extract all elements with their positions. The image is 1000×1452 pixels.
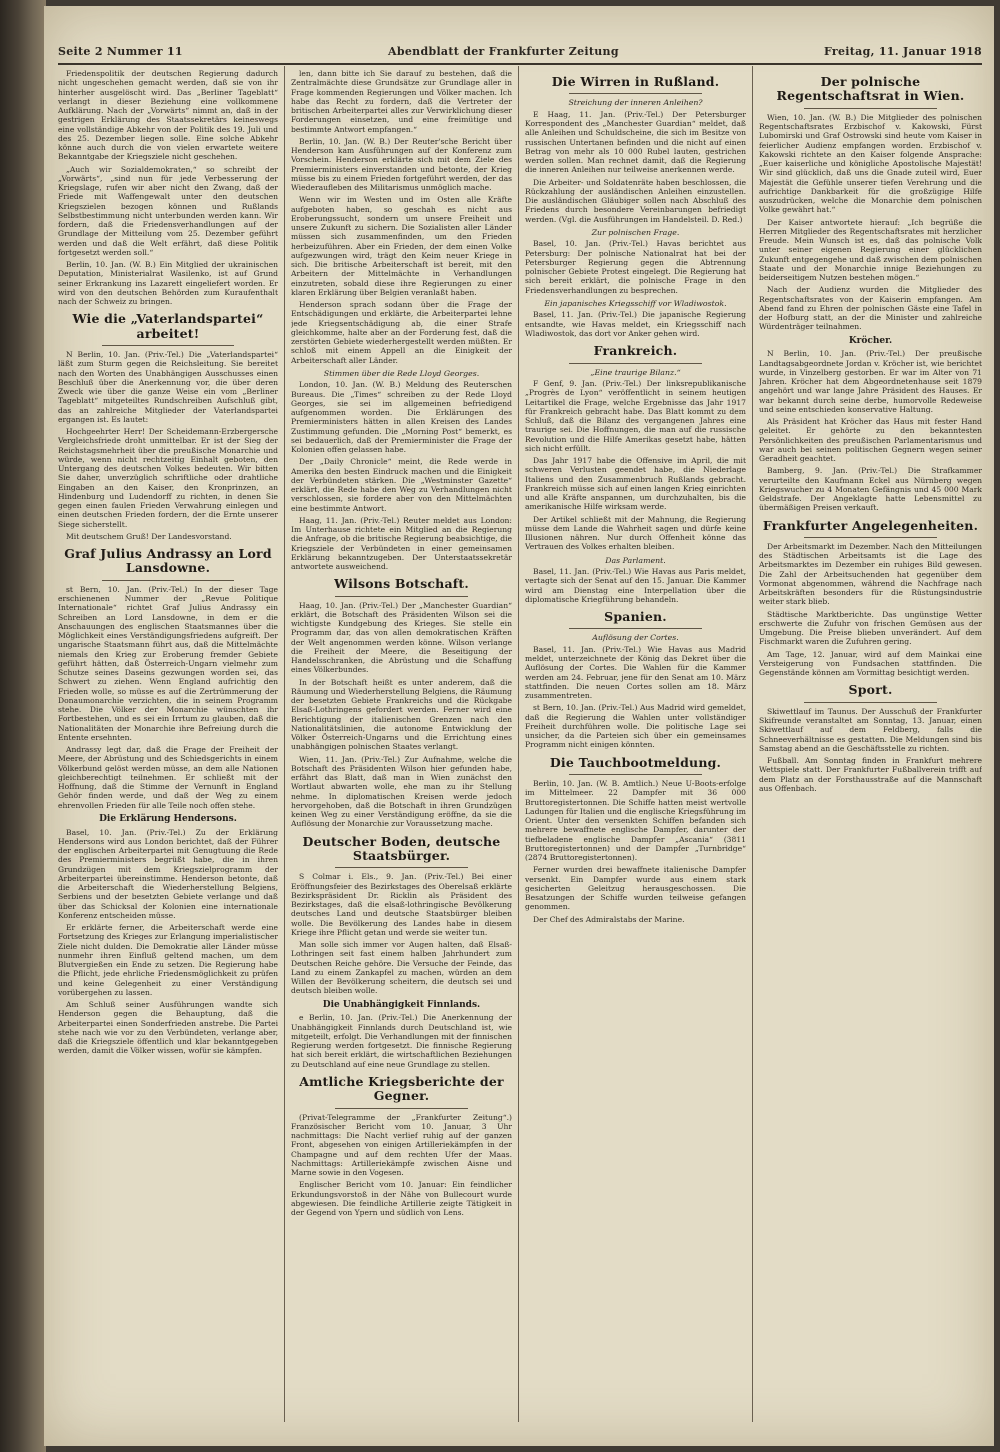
headline-rule xyxy=(335,1108,468,1109)
column-divider xyxy=(752,66,753,1422)
article-paragraph: „Auch wir Sozialdemokraten,“ so schreibt der „Vorwärts“, „sind nun für jede Verbesserung der Kriegslage, rufen wir aber nicht den Zwang, daß der Friede mit Waffengewalt unter den deutschen Kriegszielen bezogen können und Rußlands Selbstbestimmung nicht unterbunden werden kann. Wir fordern, daß die Friedensverhandlungen auf der Grundlage der Mitteilung vom 25. Dezember geführt werden und daß die Welt erfährt, daß diese Politik fortgesetzt werden soll.“ xyxy=(58,164,278,257)
headline-rule xyxy=(804,702,938,703)
article-paragraph: Wien, 10. Jan. (W. B.) Die Mitglieder des polnischen Regentschaftsrates Erzbischof v. Kakowski, Fürst Lubomirski und Graf Ostrowski sind heute vom Kaiser in feierlicher Audienz empfangen worden. Erzbischof v. Kakowski richtete an den Kaiser folgende Ansprache: „Euer kaiserliche und königliche Apostolische Majestät! Wir sind glücklich, daß uns die Gnade zuteil wird, Euer Majestät die Gefühle unserer tiefen Verehrung und die aufrichtige Dankbarkeit für die großzügige Hilfe auszudrücken, welche die Monarchie dem polnischen Volke gewährt hat.“ xyxy=(759,112,982,215)
column-divider xyxy=(518,66,519,1422)
article-paragraph: Am Schluß seiner Ausführungen wandte sich Henderson gegen die Behauptung, daß die Arbeiterpartei einen Sonderfrieden anstrebe. Die Partei stehe nach wie vor zu den Verbündeten, verlange aber, daß die Kriegsziele öffentlich und klar bekanntgegeben werden, damit die Völker wissen, wofür sie kämpfen. xyxy=(58,1000,278,1056)
sub-heading: Auflösung der Cortes. xyxy=(592,633,679,643)
article-paragraph: Ferner wurden drei bewaffnete italienische Dampfer versenkt. Ein Dampfer wurde aus einem stark gesicherten Geleitzug herausgeschossen. Die Besatzungen der Schiffe wurden teilweise gefangen genommen. xyxy=(525,865,746,912)
sub-heading: „Eine traurige Bilanz.“ xyxy=(590,367,681,377)
article-paragraph: Basel, 10. Jan. (Priv.-Tel.) Havas berichtet aus Petersburg: Der polnische Nationalrat hat bei der Petersburger Regierung gegen die Abtrennung polnischer Gebiete Protest eingelegt. Die Regierung hat sich bereit erklärt, die polnische Frage in den Friedensverhandlungen zu besprechen. xyxy=(525,239,746,295)
headline-rule xyxy=(804,108,938,109)
newspaper-title: Abendblatt der Frankfurter Zeitung xyxy=(388,44,619,58)
article-paragraph: len, dann bitte ich Sie darauf zu bestehen, daß die Zentralmächte diese Grundsätze zur Grundlage aller in Frage kommenden Regierungen und Völker machen. Ich habe das Recht zu fordern, daß die Vertreter der britischen Arbeiterpartei alles zur Verwirklichung dieser Forderungen einsetzen, und eine freimütige und bestimmte Antwort empfangen.“ xyxy=(291,69,512,134)
page-number-label: Seite 2 Nummer 11 xyxy=(58,44,183,58)
article-paragraph: In der Botschaft heißt es unter anderem, daß die Räumung und Wiederherstellung Belgiens, die Räumung der besetzten Gebiete Frankreichs und die Rückgabe Elsaß-Lothringens gefordert werden. Ferner wird eine Berichtigung der italienischen Grenzen nach den Nationalitätslinien, die autonome Entwicklung der Völker Österreich-Ungarns und die Errichtung eines unabhängigen polnischen Staates verlangt. xyxy=(291,677,512,752)
article-paragraph: N Berlin, 10. Jan. (Priv.-Tel.) Die „Vaterlandspartei“ läßt zum Sturm gegen die Reichsleitung. Sie bereitet nach den Worten des Unabhängigen Ausschusses einen Beschluß über die Anerkennung vor, die über deren Zweck wie über die ganze Weise ein vom „Berliner Tageblatt“ mitgeteiltes Rundschreiben Aufschluß gibt, das an zahlreiche Mitglieder der Vaterlandspartei ergangen ist. Es lautet: xyxy=(58,350,278,424)
article-paragraph: Friedenspolitik der deutschen Regierung dadurch nicht ungeschehen gemacht werden, daß sie von ihr hinterher ausgelöscht wird. Das „Berliner Tageblatt“ verlangt in dieser Beziehung eine vollkommene Aufklärung. Nach der „Vorwärts“ nimmt an, daß in der gestrigen Erklärung des Staatssekretärs keineswegs eine vollständige Abkehr von der Politik des 19. Juli und des 25. Dezember liegen solle. Eine solche Abkehr könne auch durch die von vielen erwartete weitere Bekanntgabe der Kriegsziele nicht geschehen. xyxy=(58,69,278,162)
article-paragraph: S Colmar i. Els., 9. Jan. (Priv.-Tel.) Bei einer Eröffnungsfeier des Bezirkstages des Oberelsaß erklärte Bezirkspräsident Dr. Ricklin als Präsident des Bezirkstages, daß die elsaß-lothringische Bevölkerung deutsches Land und deutsche Staatsbürger bleiben wolle. Die Bevölkerung des Landes habe in diesem Kriege ihre Pflicht getan und werde sie weiter tun. xyxy=(291,872,512,937)
article-headline: Die Tauchbootmeldung. xyxy=(549,754,722,770)
book-binding xyxy=(0,0,46,1452)
sub-heading: Stimmen über die Rede Lloyd Georges. xyxy=(323,368,480,378)
article-paragraph: st Bern, 10. Jan. (Priv.-Tel.) Aus Madrid wird gemeldet, daß die Regierung die Wahlen unter vollständiger Freiheit durchführen wolle. Die politische Lage sei unsicher, da die Parteien sich über ein gemeinsames Programm nicht einigen könnten. xyxy=(525,703,746,750)
article-paragraph: Fußball. Am Sonntag finden in Frankfurt mehrere Wettspiele statt. Der Frankfurter Fußballverein trifft auf dem Platz an der Forsthausstraße auf die Mannschaft aus Offenbach. xyxy=(759,756,982,793)
article-paragraph: Am Tage, 12. Januar, wird auf dem Mainkai eine Versteigerung von Fundsachen stattfinden. Die Gegenstände können am Vormittag besichtigt werden. xyxy=(759,649,982,678)
article-paragraph: e Berlin, 10. Jan. (Priv.-Tel.) Die Anerkennung der Unabhängigkeit Finnlands durch Deutschland ist, wie mitgeteilt, erfolgt. Die Verhandlungen mit der finnischen Regierung werden fortgesetzt. Die finnische Regierung hat sich bereit erklärt, die wirtschaftlichen Beziehungen zu Deutschland auf eine neue Grundlage zu stellen. xyxy=(291,1013,512,1069)
article-headline: Der polnische Regentschaftsrat in Wien. xyxy=(776,74,965,104)
article-paragraph: Basel, 11. Jan. (Priv.-Tel.) Wie Havas aus Paris meldet, vertagte sich der Senat auf den 15. Januar. Die Kammer wird am Dienstag eine Interpellation über die diplomatische Kriegführung behandeln. xyxy=(525,567,746,604)
headline-rule xyxy=(569,774,702,775)
newspaper-page xyxy=(44,6,994,1446)
article-paragraph: E Haag, 11. Jan. (Priv.-Tel.) Der Petersburger Korrespondent des „Manchester Guardian“ meldet, daß alle Anleihen und Schuldscheine, die sich im Besitze von russischen Untertanen befinden und die nicht auf einen Betrag von mehr als 10 000 Rubel lauten, gestrichen werden sollen. Man rechnet damit, daß die Regierung die inneren Anleihen nur teilweise anerkennen werde. xyxy=(525,109,746,175)
article-headline: Amtliche Kriegsberichte der Gegner. xyxy=(299,1073,504,1104)
header-rule xyxy=(58,63,982,65)
article-headline: Wie die „Vaterlandspartei“ arbeitet! xyxy=(72,311,264,341)
article-paragraph: Basel, 11. Jan. (Priv.-Tel.) Wie Havas aus Madrid meldet, unterzeichnete der König das Dekret über die Auflösung der Cortes. Die Wahlen für die Kammer werden am 24. Februar, jene für den Senat am 10. März stattfinden. Die neuen Cortes sollen am 18. März zusammentreten. xyxy=(525,644,746,701)
article-paragraph: Nach der Audienz wurden die Mitglieder des Regentschaftsrates von der Kaiserin empfangen. Am Abend fand zu Ehren der polnischen Gäste eine Tafel in der Hofburg statt, an der die Minister und zahlreiche Würdenträger teilnahmen. xyxy=(759,285,982,332)
article-paragraph: Henderson sprach sodann über die Frage der Entschädigungen und erklärte, die Arbeiterpartei lehne jede Kriegsentschädigung ab, die einer Strafe gleichkomme, halte aber an der Forderung fest, daß die zerstörten Gebiete wiederhergestellt werden müßten. Er schloß mit einem Appell an die Einigkeit der Arbeiterschaft aller Länder. xyxy=(291,300,512,365)
page-header xyxy=(58,40,982,62)
article-paragraph: Basel, 11. Jan. (Priv.-Tel.) Die japanische Regierung entsandte, wie Havas meldet, ein Kriegsschiff nach Wladiwostok, das dort vor Anker gehen wird. xyxy=(525,310,746,338)
section-heading: Kröcher. xyxy=(848,335,893,346)
sub-heading: Streichung der inneren Anleihen? xyxy=(568,98,703,108)
article-headline: Wilsons Botschaft. xyxy=(334,576,469,592)
article-paragraph: Bamberg, 9. Jan. (Priv.-Tel.) Die Strafkammer verurteilte den Kaufmann Eckel aus Nürnberg wegen Kriegswucher zu 4 Monaten Gefängnis und 45 000 Mark Geldstrafe. Der Angeklagte hatte Lebensmittel zu übermäßigen Preisen verkauft. xyxy=(759,466,982,513)
article-paragraph: Städtische Marktberichte. Das ungünstige Wetter erschwerte die Zufuhr von frischen Gemüsen aus der Umgebung. Die Preise blieben unverändert. Auf dem Fischmarkt waren die Zufuhren gering. xyxy=(759,609,982,647)
article-paragraph: st Bern, 10. Jan. (Priv.-Tel.) In der dieser Tage erschienenen Nummer der „Revue Politique Internationale“ richtet Graf Julius Andrassy ein Schreiben an Lord Lansdowne, in dem er die Anschauungen des englischen Staatsmannes über die Möglichkeit eines Verständigungsfriedens aufgreift. Der ungarische Staatsmann führt aus, daß die Mittelmächte niemals den Krieg zur Eroberung fremder Gebiete geführt hätten, daß Österreich-Ungarn vielmehr zum Schutze seines Daseins gezwungen worden sei, das Schwert zu ziehen. Wenn England aufrichtig den Frieden wolle, so müsse es auf die Zertrümmerung der Donaumonarchie verzichten, die in seinem Programm stehe. Die Völker der Monarchie wünschten ihr Fortbestehen, und es sei ein Irrtum zu glauben, daß die Nationalitäten der Monarchie ihre Befreiung durch die Entente ersehnten. xyxy=(58,584,278,742)
article-paragraph: Man solle sich immer vor Augen halten, daß Elsaß-Lothringen seit fast einem halben Jahrhundert zum Deutschen Reiche gehöre. Die Versuche der Feinde, das Land zu einem Zankapfel zu machen, würden an dem Willen der Bevölkerung scheitern, die deutsch sei und deutsch bleiben wolle. xyxy=(291,940,512,996)
article-paragraph: Andrassy legt dar, daß die Frage der Freiheit der Meere, der Abrüstung und des Schiedsgerichts in einem Völkerbund gelöst werden müsse, an dem alle Nationen gleichberechtigt teilnehmen. Er schließt mit der Hoffnung, daß die Stimme der Vernunft in England Gehör finden werde, und daß der Weg zu einem ehrenvollen Frieden für alle Teile noch offen stehe. xyxy=(58,745,278,810)
sub-heading: Das Parlament. xyxy=(605,555,666,565)
article-paragraph: Der Chef des Admiralstabs der Marine. xyxy=(533,914,685,924)
article-paragraph: Berlin, 10. Jan. (W. B.) Der Reuter'sche Bericht über Henderson kam Ausführungen auf der Konferenz zum Vorschein. Henderson erklärte sich mit dem Ziele des Premierministers einverstanden und betonte, der Krieg müsse bis zu einem Frieden fortgeführt werden, der das Wiederaufleben des Militarismus unmöglich mache. xyxy=(291,136,512,192)
article-paragraph: F Genf, 9. Jan. (Priv.-Tel.) Der linksrepublikanische „Progrès de Lyon“ veröffentlicht in seinem heutigen Leitartikel die Frage, welche Ergebnisse das Jahr 1917 für Frankreich gebracht habe. Das Blatt kommt zu dem Schluß, daß die Bilanz des vergangenen Jahres eine traurige sei. Die Hoffnungen, die man auf die russische Revolution und die Hilfe Amerikas gesetzt habe, hätten sich nicht erfüllt. xyxy=(525,379,746,453)
article-paragraph: (Privat-Telegramme der „Frankfurter Zeitung“.) Französischer Bericht vom 10. Januar, 3 Uhr nachmittags: Die Nacht verlief ruhig auf der ganzen Front, abgesehen von einigen Artilleriekämpfen in der Champagne und auf dem rechten Ufer der Maas. Nachmittags: Artilleriekämpfe zwischen Aisne und Marne sowie in den Vogesen. xyxy=(291,1112,512,1178)
headline-rule xyxy=(335,867,468,868)
article-paragraph: Basel, 10. Jan. (Priv.-Tel.) Zu der Erklärung Hendersons wird aus London berichtet, daß der Führer der englischen Arbeiterpartei mit Genugtuung die Rede des Premierministers begrüßt habe, die in ihren Grundzügen mit dem Kriegszielprogramm der Arbeiterpartei übereinstimme. Henderson betonte, daß die Arbeiterschaft die Wiederherstellung Belgiens, Serbiens und der besetzten Gebiete verlange und daß über das Schicksal der Kolonien eine internationale Konferenz entscheiden müsse. xyxy=(58,827,278,920)
article-headline: Graf Julius Andrassy an Lord Lansdowne. xyxy=(64,546,272,576)
article-paragraph: Als Präsident hat Kröcher das Haus mit fester Hand geleitet. Er gehörte zu den bekanntesten Persönlichkeiten des preußischen Parlamentarismus und war auch bei seinen politischen Gegnern wegen seiner Geradheit geachtet. xyxy=(759,417,982,464)
sub-heading: Zur polnischen Frage. xyxy=(591,227,680,237)
article-paragraph: Skiwettlauf im Taunus. Der Ausschuß der Frankfurter Skifreunde veranstaltet am Sonntag, 13. Januar, einen Skiwettlauf auf dem Feldberg, falls die Schneeverhältnisse es gestatten. Die Meldungen sind bis Samstag abend an die Geschäftsstelle zu richten. xyxy=(759,706,982,753)
article-headline: Frankfurter Angelegenheiten. xyxy=(762,517,979,533)
article-paragraph: Die Arbeiter- und Soldatenräte haben beschlossen, die Rückzahlung der ausländischen Anleihen einzustellen. Die ausländischen Gläubiger sollen nach Abschluß des Friedens durch besondere Vereinbarungen befriedigt werden. (Vgl. die Ausführungen im Handelsteil. D. Red.) xyxy=(525,177,746,224)
article-paragraph: Haag, 10. Jan. (Priv.-Tel.) Der „Manchester Guardian“ erklärt, die Botschaft des Präsidenten Wilson sei die wichtigste Kundgebung des Krieges. Sie stelle ein Programm dar, das von allen demokratischen Kräften der Welt angenommen werden könne. Wilson verlange die Freiheit der Meere, die Beseitigung der Handelsschranken, die Abrüstung und die Schaffung eines Völkerbundes. xyxy=(291,600,512,675)
article-paragraph: Berlin, 10. Jan. (W. B. Amtlich.) Neue U-Boots-erfolge im Mittelmeer. 22 Dampfer mit 36 000 Bruttoregistertonnen. Die Schiffe hatten meist wertvolle Ladungen für Italien und die englische Kriegsführung im Orient. Unter den versenkten Schiffen befanden sich mehrere bewaffnete englische Dampfer, darunter der tiefbeladene englische Dampfer „Ascania“ (3811 Bruttoregistertonnen) und der Dampfer „Turnbridge“ (2874 Bruttoregistertonnen). xyxy=(525,779,746,862)
article-column-3 xyxy=(525,69,746,1426)
column-divider xyxy=(284,66,285,1422)
headline-rule xyxy=(569,93,702,94)
article-paragraph: Das Jahr 1917 habe die Offensive im April, die mit schweren Verlusten geendet habe, die Niederlage Italiens und den Zusammenbruch Rußlands gebracht. Frankreich müsse sich auf einen langen Krieg einrichten und alle Kräfte anspannen, um durchzuhalten, bis die amerikanische Hilfe wirksam werde. xyxy=(525,456,746,512)
headline-rule xyxy=(102,345,234,346)
article-paragraph: Der „Daily Chronicle“ meint, die Rede werde in Amerika den besten Eindruck machen und die Einigkeit der Verbündeten stärken. Die „Westminster Gazette“ erklärt, die Rede habe den Weg zu Verhandlungen nicht verschlossen, sie fordere aber von den Mittelmächten eine bestimmte Antwort. xyxy=(291,457,512,513)
article-paragraph: Er erklärte ferner, die Arbeiterschaft werde eine Fortsetzung des Krieges zur Erlangung imperialistischer Ziele nicht dulden. Die Demokratie aller Länder müsse nunmehr ihren Einfluß geltend machen, um dem Blutvergießen ein Ende zu setzen. Die Regierung habe die Pflicht, jede ehrliche Friedensmöglichkeit zu prüfen und keine Gelegenheit zu einer Verständigung vorübergehen zu lassen. xyxy=(58,923,278,997)
article-paragraph: Wenn wir im Westen und im Osten alle Kräfte aufgeboten haben, so geschah es nicht aus Eroberungssucht, sondern um unsere Freiheit und unsere Zukunft zu sichern. Die Sozialisten aller Länder müssen sich zusammenfinden, um den Frieden herbeizuführen. Aber ein Frieden, der dem einen Volke aufgezwungen wird, trägt den Keim neuer Kriege in sich. Die britische Arbeiterschaft ist bereit, mit den Arbeitern der Mittelmächte in Verhandlungen einzutreten, sobald diese ihre Regierungen zu einer klaren Erklärung über Belgien veranlaßt haben. xyxy=(291,195,512,297)
article-paragraph: Der Kaiser antwortete hierauf: „Ich begrüße die Herren Mitglieder des Regentschaftsrates mit herzlicher Freude. Mein Wunsch ist es, daß das polnische Volk unter seiner eigenen Regierung einer glücklichen Zukunft entgegengehe und daß zwischen dem polnischen Staate und der Monarchie innige Beziehungen zu beiderseitigem Nutzen bestehen mögen.“ xyxy=(759,217,982,282)
article-paragraph: Der Arbeitsmarkt im Dezember. Nach den Mitteilungen des Städtischen Arbeitsamts ist die Lage des Arbeitsmarktes im Dezember ein ruhiges Bild gewesen. Die Zahl der Arbeitsuchenden hat gegenüber dem Vormonat abgenommen, während die Nachfrage nach Arbeitskräften besonders für die Rüstungsindustrie weiter stark blieb. xyxy=(759,541,982,607)
article-headline: Sport. xyxy=(848,682,893,698)
article-headline: Frankreich. xyxy=(593,343,678,359)
article-column-1 xyxy=(58,69,278,1426)
headline-rule xyxy=(804,537,938,538)
headline-rule xyxy=(102,580,234,581)
article-column-2 xyxy=(291,69,512,1426)
sub-heading: Ein japanisches Kriegsschiff vor Wladiwostok. xyxy=(544,298,727,308)
article-paragraph: Hochgeehrter Herr! Der Scheidemann-Erzbergersche Vergleichsfriede droht unmittelbar. Er ist der Sieg der Reichstagsmehrheit über die preußische Monarchie und würde, wenn nicht rechtzeitig Einhalt geboten, den Untergang des deutschen Volkes bedeuten. Wir bitten Sie daher, unverzüglich schriftliche oder drahtliche Eingaben an den Kaiser, den Kronprinzen, an Hindenburg und Ludendorff zu richten, in denen Sie gegen einen faulen Frieden Verwahrung einlegen und einen deutschen Frieden fordern, der die Ernte unserer Siege sicherstellt. xyxy=(58,427,278,529)
headline-rule xyxy=(335,596,468,597)
article-paragraph: Mit deutschem Gruß! Der Landesvorstand. xyxy=(66,531,232,541)
article-paragraph: Haag, 11. Jan. (Priv.-Tel.) Reuter meldet aus London: Im Unterhause richtete ein Mitglied an die Regierung die Anfrage, ob die britische Regierung beabsichtige, die Kriegsziele der Verbündeten in einer gemeinsamen Erklärung bekanntzugeben. Der Unterstaatssekretär antwortete ausweichend. xyxy=(291,515,512,571)
article-headline: Spanien. xyxy=(604,609,667,624)
article-paragraph: Englischer Bericht vom 10. Januar: Ein feindlicher Erkundungsvorstoß in der Nähe von Bullecourt wurde abgewiesen. Die feindliche Artillerie zeigte Tätigkeit in der Gegend von Ypern und südlich von Lens. xyxy=(291,1180,512,1218)
headline-rule xyxy=(569,363,702,364)
article-headline: Deutscher Boden, deutsche Staatsbürger. xyxy=(302,833,501,863)
article-headline: Die Wirren in Rußland. xyxy=(551,74,720,89)
article-paragraph: Berlin, 10. Jan. (W. B.) Ein Mitglied der ukrainischen Deputation, Ministerialrat Wasilenko, ist auf Grund seiner Erkrankung ins Lazarett eingeliefert worden. Er wird von den deutschen Behörden zum Kuraufenthalt nach der Schweiz zu bringen. xyxy=(58,260,278,306)
issue-date: Freitag, 11. Januar 1918 xyxy=(823,44,982,58)
section-heading: Die Unabhängigkeit Finnlands. xyxy=(322,999,481,1010)
article-paragraph: London, 10. Jan. (W. B.) Meldung des Reuterschen Bureaus. Die „Times“ schreiben zu der Rede Lloyd Georges, sie sei im allgemeinen befriedigend aufgenommen worden. Die Erklärungen des Premierministers hätten in allen Kreisen des Landes Zustimmung gefunden. Die „Morning Post“ bemerkt, es sei bedauerlich, daß der Premierminister die Frage der Kolonien offen gelassen habe. xyxy=(291,380,512,454)
article-paragraph: Der Artikel schließt mit der Mahnung, die Regierung müsse dem Lande die Wahrheit sagen und dürfe keine Illusionen nähren. Nur durch Offenheit könne das Vertrauen des Volkes erhalten bleiben. xyxy=(525,514,746,552)
article-column-4 xyxy=(759,69,982,1426)
section-heading: Die Erklärung Hendersons. xyxy=(99,813,237,824)
article-paragraph: Wien, 11. Jan. (Priv.-Tel.) Zur Aufnahme, welche die Botschaft des Präsidenten Wilson hier gefunden habe, erfährt das Blatt, daß man in Wien zunächst den Wortlaut abwarten wolle, ehe man zu ihr Stellung nehme. In diplomatischen Kreisen werde jedoch hervorgehoben, daß die Botschaft in ihren Grundzügen keinen Weg zu einer Verständigung eröffne, da sie die Auflösung der Monarchie zur Voraussetzung mache. xyxy=(291,754,512,829)
article-paragraph: N Berlin, 10. Jan. (Priv.-Tel.) Der preußische Landtagsabgeordnete Jordan v. Kröcher ist, wie berichtet wurde, in Vinzelberg gestorben. Er war im Alter von 71 Jahren. Kröcher hat dem Abgeordnetenhause seit 1879 angehört und war lange Jahre Präsident des Hauses. Er war bekannt durch seine derbe, humorvolle Redeweise und seine entschieden konservative Haltung. xyxy=(759,349,982,414)
headline-rule xyxy=(569,628,702,629)
